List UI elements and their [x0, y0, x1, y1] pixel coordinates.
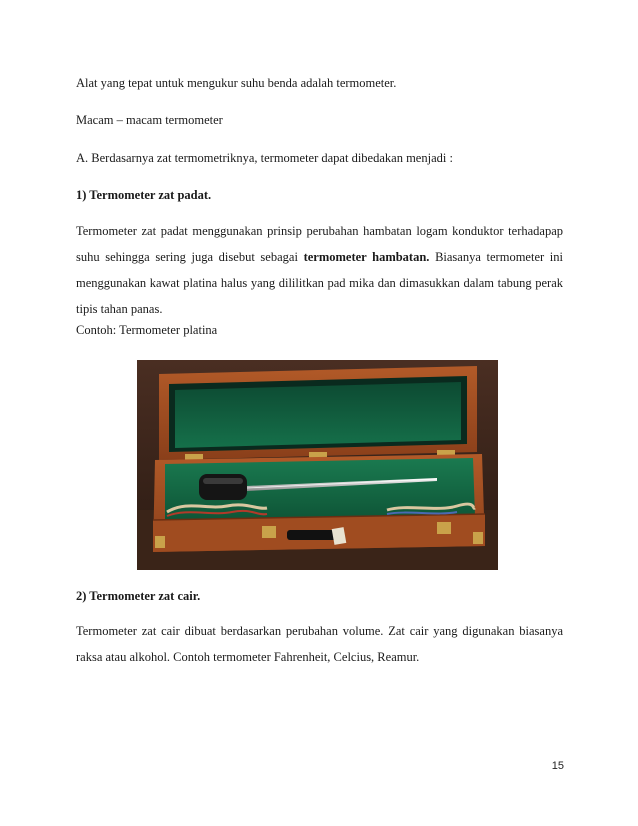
latch-left [262, 526, 276, 538]
latch-right [437, 522, 451, 534]
liquid-thermometer-paragraph: Termometer zat cair dibuat berdasarkan perubahan volume. Zat cair yang digunakan biasanya raksa atau alkohol. Contoh termometer Fahrenheit, Celcius, Reamur. [76, 624, 563, 664]
heading-liquid-thermometer: 2) Termometer zat cair. [76, 589, 201, 603]
lid-felt-lining [175, 382, 461, 448]
thermometer-head [199, 474, 247, 500]
solid-thermometer-paragraph [76, 218, 563, 322]
heading-solid-thermometer: 1) Termometer zat padat. [76, 188, 212, 202]
resistance-thermometer-term: termometer hambatan. [303, 250, 430, 264]
example-platinum-caption: Contoh: Termometer platina [76, 323, 218, 337]
case-handle [287, 530, 337, 540]
platinum-thermometer-photo [137, 360, 498, 570]
solid-thermometer-text-2: Biasanya termometer ini menggunakan kawat platina halus yang dililitkan pad mika dan dimasukkan dalam tabung perak tipis tahan panas. [76, 250, 563, 316]
page-number: 15 [551, 760, 564, 772]
section-a-paragraph: A. Berdasarnya zat termometriknya, termometer dapat dibedakan menjadi : [76, 151, 453, 165]
platinum-thermometer-illustration [137, 360, 498, 570]
intro-paragraph: Alat yang tepat untuk mengukur suhu benda adalah termometer. [76, 76, 397, 90]
solid-thermometer-text-1: Termometer zat padat menggunakan prinsip perubahan hambatan logam konduktor terhadapap suhu sehingga sering juga disebut sebagai [76, 224, 563, 264]
types-heading: Macam – macam termometer [76, 113, 223, 127]
